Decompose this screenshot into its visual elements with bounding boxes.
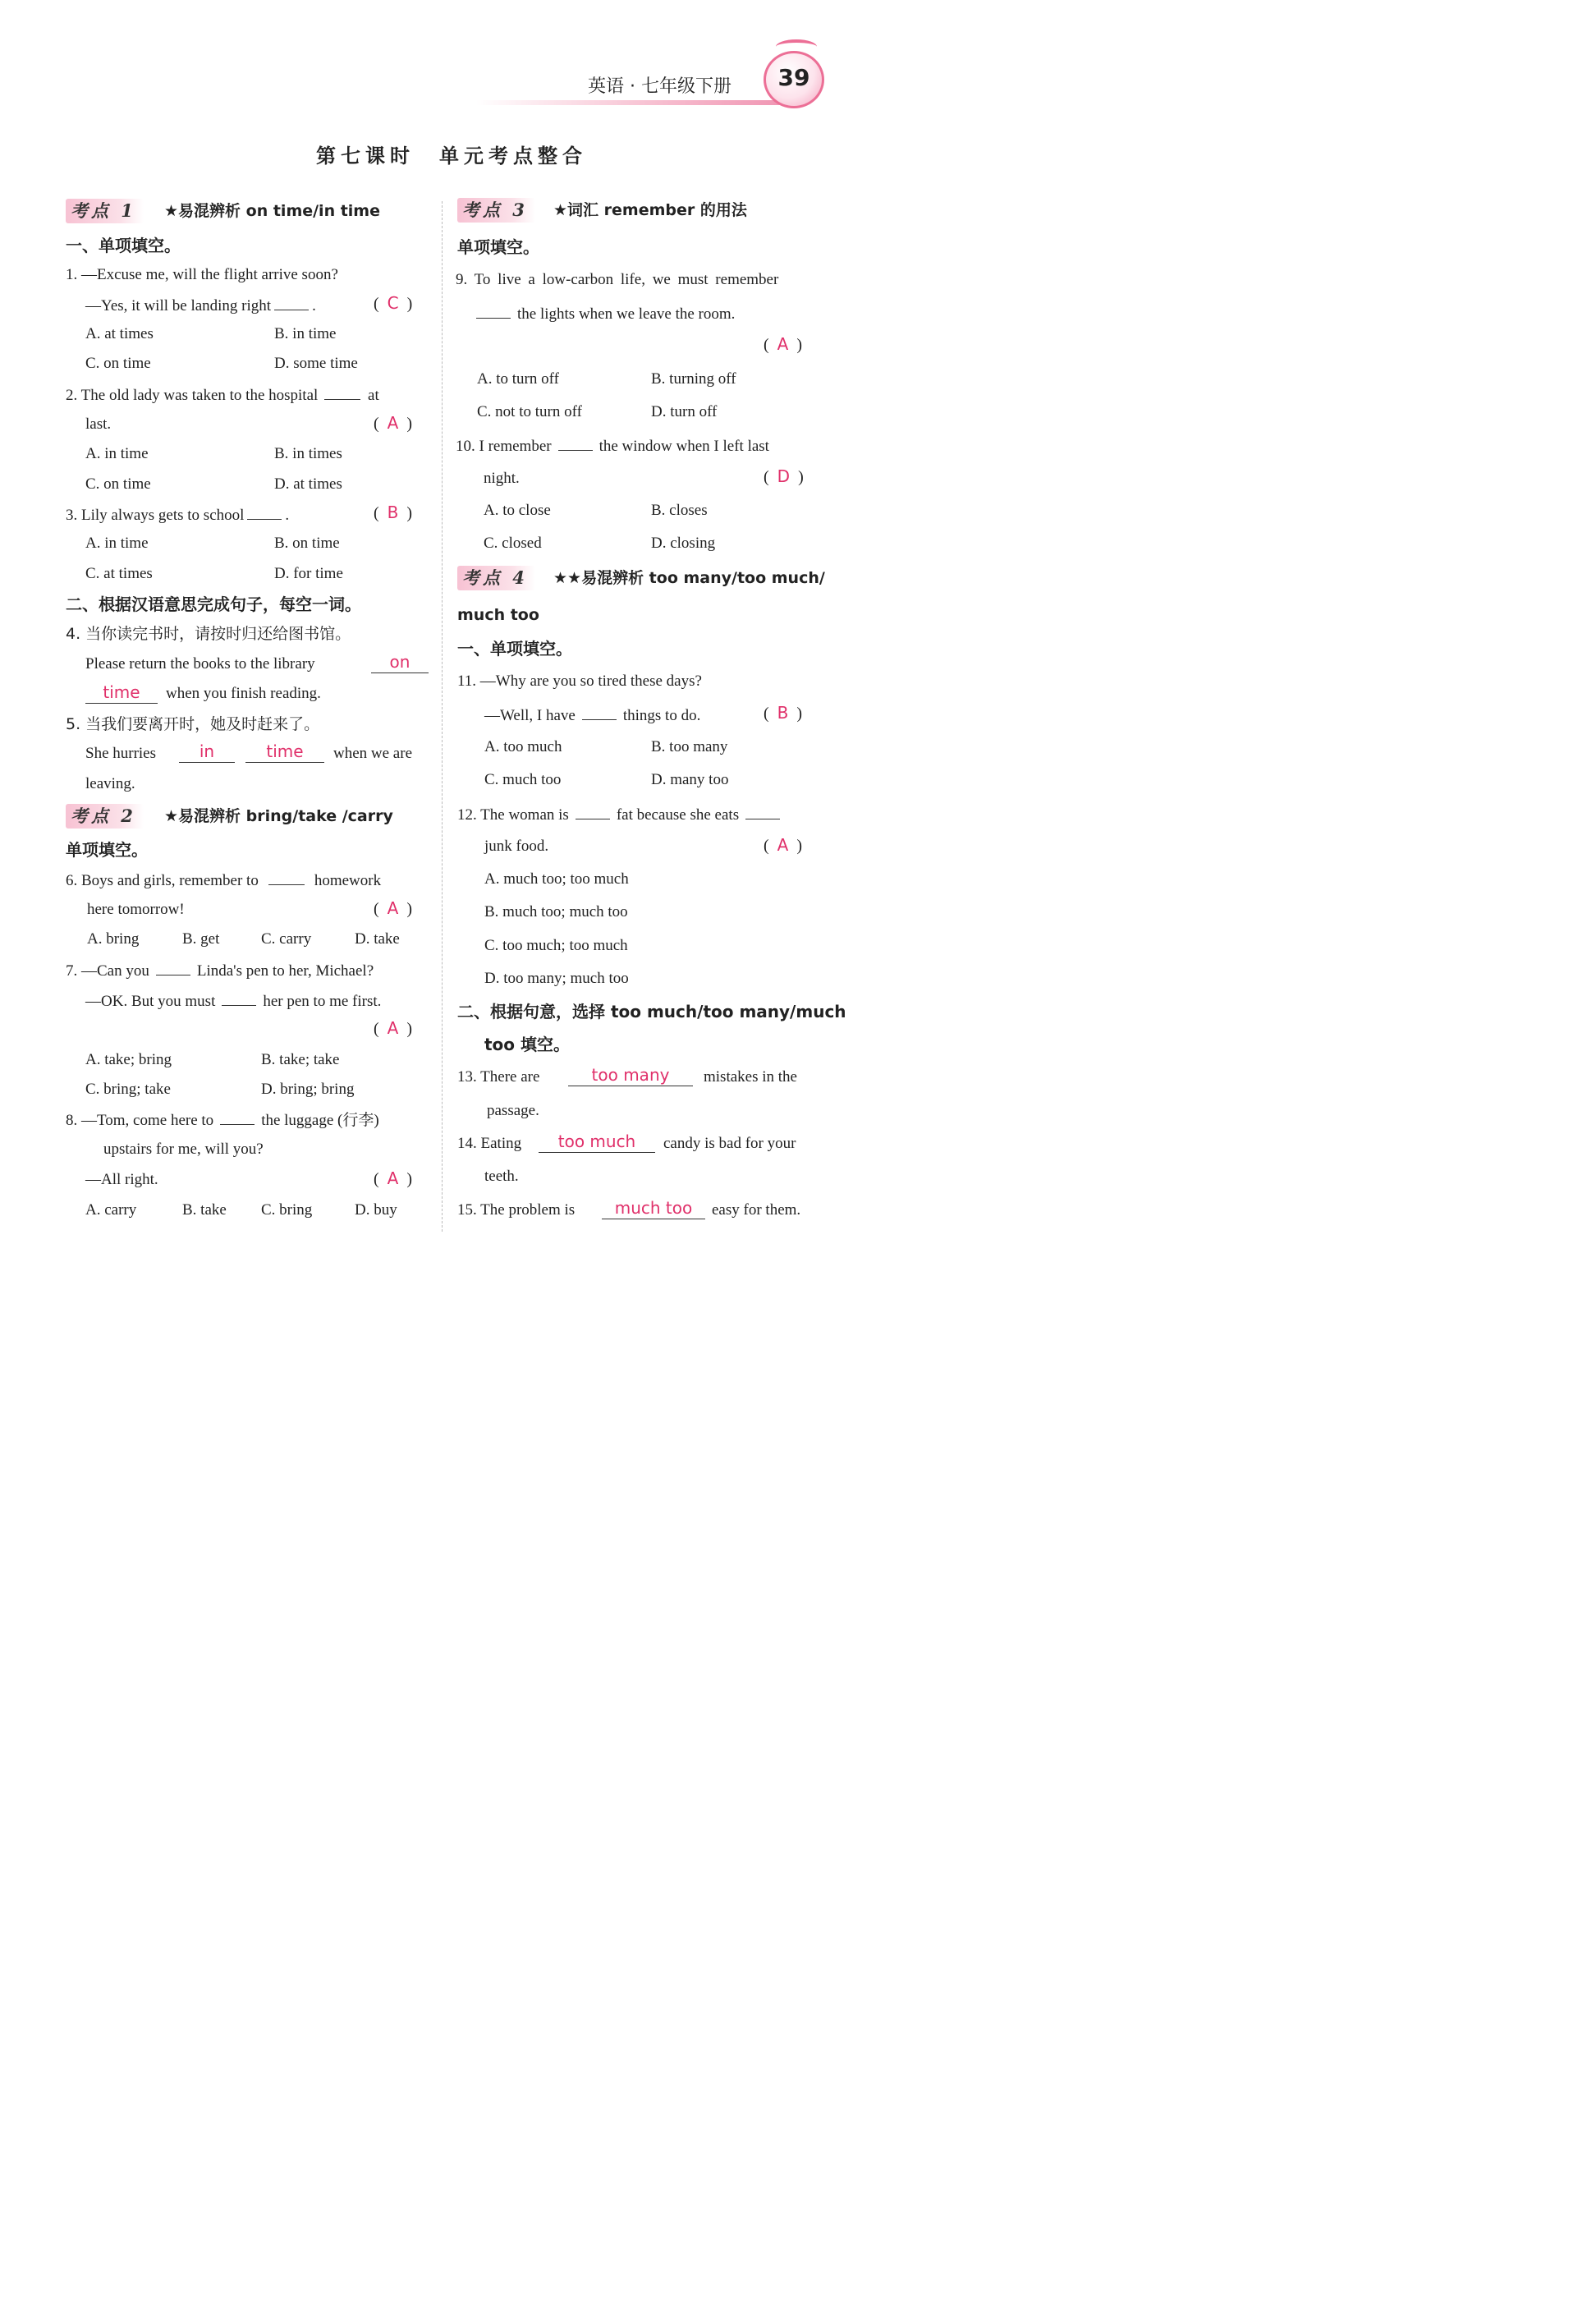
q9-line2-text: the lights when we leave the room. bbox=[517, 305, 736, 323]
q2-line1-text: 2. The old lady was taken to the hospital bbox=[66, 387, 319, 404]
q2-blank bbox=[324, 384, 360, 400]
q7-line1-a: 7. —Can you bbox=[66, 962, 149, 980]
q8-option-c: C. bring bbox=[261, 1201, 313, 1219]
q10-answer-paren: ( D ) bbox=[764, 466, 804, 486]
q3-option-d: D. for time bbox=[274, 565, 343, 582]
q10-line1 bbox=[456, 435, 769, 457]
q9-option-b: B. turning off bbox=[651, 370, 736, 388]
q1-blank bbox=[274, 295, 309, 310]
q5-fill-2-text: time bbox=[266, 741, 304, 761]
q2-option-b: B. in times bbox=[274, 445, 342, 462]
q7-line1-b: Linda's pen to her, Michael? bbox=[196, 962, 374, 980]
q6-line1-text: 6. Boys and girls, remember to bbox=[66, 872, 259, 889]
q3-blank bbox=[247, 504, 282, 520]
q3-line1: 3. Lily always gets to school . bbox=[66, 504, 289, 526]
q15-line1-a: 15. The problem is bbox=[457, 1201, 576, 1219]
q5-english-1: She hurries bbox=[85, 745, 157, 762]
q10-option-b: B. closes bbox=[651, 502, 708, 519]
q6-line2: here tomorrow! bbox=[87, 901, 185, 918]
q1-answer: C bbox=[387, 293, 399, 313]
q4-chinese: 4. 当你读完书时，请按时归还给图书馆。 bbox=[66, 625, 351, 643]
q14-fill-text: too much bbox=[557, 1132, 636, 1151]
q9-option-d: D. turn off bbox=[651, 403, 718, 420]
q1-option-b: B. in time bbox=[274, 325, 337, 342]
q12-line1-a: 12. The woman is bbox=[457, 806, 569, 824]
q9-line1: 9. To live a low-carbon life, we must remember bbox=[456, 271, 779, 288]
q6-option-a: A. bring bbox=[87, 930, 140, 948]
kp1-section-1: 一、单项填空。 bbox=[66, 236, 181, 255]
q14-fill bbox=[539, 1132, 655, 1153]
badge-swoosh bbox=[776, 39, 817, 54]
q12-line1-b: fat because she eats bbox=[616, 806, 740, 824]
kp4-section-2b: too 填空。 bbox=[484, 1035, 571, 1054]
header-book-title: 英语 · 七年级下册 bbox=[588, 76, 732, 97]
kp4-section-2: 二、根据句意，选择 too much/too many/much bbox=[457, 1002, 846, 1021]
q11-answer: B bbox=[777, 703, 789, 723]
kp4-title: ★★易混辨析 too many/too much/ bbox=[553, 569, 825, 587]
q4-fill-1-text: on bbox=[389, 652, 410, 672]
kp4-tag-label: 考点 4 bbox=[462, 567, 528, 588]
q9-option-a: A. to turn off bbox=[477, 370, 559, 388]
q3-answer-paren: ( B ) bbox=[374, 503, 413, 522]
q10-option-a: A. to close bbox=[484, 502, 551, 519]
q3-option-a: A. in time bbox=[85, 535, 149, 552]
q8-line3: —All right. bbox=[85, 1171, 158, 1188]
kp4-title-2: much too bbox=[457, 606, 539, 624]
page-number-badge bbox=[764, 51, 824, 108]
q14-line1-b: candy is bad for your bbox=[663, 1135, 796, 1152]
q1-option-d: D. some time bbox=[274, 355, 358, 372]
q1-option-c: C. on time bbox=[85, 355, 151, 372]
kp3-title: ★词汇 remember 的用法 bbox=[553, 201, 747, 219]
q7-option-d: D. bring; bring bbox=[261, 1081, 355, 1098]
q4-fill-1 bbox=[371, 653, 429, 673]
q7-line2 bbox=[85, 990, 381, 1012]
q2-answer: A bbox=[387, 413, 399, 433]
header-line bbox=[476, 100, 805, 105]
q5-fill-2 bbox=[245, 742, 324, 763]
q12-blank-2 bbox=[745, 804, 780, 819]
q6-line1 bbox=[66, 870, 381, 891]
q2-line1-tail: at bbox=[368, 387, 379, 404]
q12-blank-1 bbox=[576, 804, 610, 819]
q2-line1 bbox=[66, 384, 379, 406]
q14-line2: teeth. bbox=[484, 1168, 519, 1185]
q5-fill-1 bbox=[179, 742, 235, 763]
q7-option-c: C. bring; take bbox=[85, 1081, 171, 1098]
q9-blank bbox=[476, 303, 511, 319]
q11-option-b: B. too many bbox=[651, 738, 728, 755]
q13-fill bbox=[568, 1066, 693, 1086]
q11-line1: 11. —Why are you so tired these days? bbox=[457, 673, 702, 690]
q1-answer-paren: ( C ) bbox=[374, 293, 413, 313]
q12-option-b: B. much too; much too bbox=[484, 903, 628, 920]
q10-option-c: C. closed bbox=[484, 535, 542, 552]
column-divider bbox=[442, 201, 443, 1232]
q11-option-c: C. much too bbox=[484, 771, 562, 788]
q11-option-d: D. many too bbox=[651, 771, 729, 788]
q9-line2 bbox=[476, 303, 735, 324]
q10-answer: D bbox=[777, 466, 791, 486]
q10-line2: night. bbox=[484, 470, 520, 487]
q7-answer: A bbox=[387, 1018, 399, 1038]
q6-blank bbox=[268, 870, 305, 885]
q7-line2-b: her pen to me first. bbox=[263, 993, 382, 1010]
q15-line1-b: easy for them. bbox=[712, 1201, 801, 1219]
q7-answer-paren: ( A ) bbox=[374, 1018, 413, 1038]
q8-answer: A bbox=[387, 1168, 399, 1188]
q11-option-a: A. too much bbox=[484, 738, 562, 755]
q11-line2 bbox=[484, 705, 700, 726]
q1-line2-text: —Yes, it will be landing right bbox=[85, 297, 272, 314]
q8-blank bbox=[220, 1109, 255, 1125]
q8-option-d: D. buy bbox=[355, 1201, 397, 1219]
q12-option-c: C. too much; too much bbox=[484, 937, 628, 954]
q7-line1 bbox=[66, 960, 374, 981]
q13-line1-b: mistakes in the bbox=[704, 1068, 797, 1086]
q1-option-a: A. at times bbox=[85, 325, 154, 342]
q8-answer-paren: ( A ) bbox=[374, 1168, 413, 1188]
q11-blank bbox=[582, 705, 617, 720]
q15-fill-text: much too bbox=[614, 1198, 693, 1218]
q11-line2-b: things to do. bbox=[622, 707, 701, 724]
q6-option-b: B. get bbox=[182, 930, 220, 948]
q9-option-c: C. not to turn off bbox=[477, 403, 582, 420]
lesson-title: 第七课时 单元考点整合 bbox=[316, 144, 587, 168]
q4-english-1: Please return the books to the library bbox=[85, 655, 315, 673]
q12-line1 bbox=[457, 804, 780, 825]
q11-line2-a: —Well, I have bbox=[484, 707, 576, 724]
q9-answer: A bbox=[777, 334, 789, 354]
q13-fill-text: too many bbox=[591, 1065, 670, 1085]
q2-answer-paren: ( A ) bbox=[374, 413, 413, 433]
q10-blank bbox=[558, 435, 593, 451]
q6-answer: A bbox=[387, 898, 399, 918]
q8-line1-a: 8. —Tom, come here to bbox=[66, 1112, 214, 1129]
q13-line2: passage. bbox=[487, 1102, 539, 1119]
kp1-title: ★易混辨析 on time/in time bbox=[164, 202, 380, 220]
q2-option-c: C. on time bbox=[85, 475, 151, 493]
q6-option-c: C. carry bbox=[261, 930, 312, 948]
q8-line1-b: the luggage (行李) bbox=[261, 1112, 379, 1129]
q15-fill bbox=[602, 1199, 705, 1219]
q2-option-a: A. in time bbox=[85, 445, 149, 462]
q4-fill-2 bbox=[85, 683, 158, 704]
q7-blank-2 bbox=[222, 990, 256, 1006]
kp4-section-1: 一、单项填空。 bbox=[457, 639, 572, 659]
q7-blank-1 bbox=[156, 960, 190, 975]
q10-line1-a: 10. I remember bbox=[456, 438, 552, 455]
q8-line2: upstairs for me, will you? bbox=[103, 1141, 264, 1158]
q5-english-2: leaving. bbox=[85, 775, 135, 792]
q12-answer: A bbox=[777, 835, 789, 855]
q6-answer-paren: ( A ) bbox=[374, 898, 413, 918]
q7-option-b: B. take; take bbox=[261, 1051, 340, 1068]
kp2-title: ★易混辨析 bring/take /carry bbox=[164, 807, 393, 825]
kp2-tag-label: 考点 2 bbox=[71, 806, 136, 826]
q4-english-2: when you finish reading. bbox=[166, 685, 321, 702]
q12-line2: junk food. bbox=[484, 838, 549, 855]
q1-line1: 1. —Excuse me, will the flight arrive soon? bbox=[66, 266, 338, 283]
q10-option-d: D. closing bbox=[651, 535, 716, 552]
kp3-section-1: 单项填空。 bbox=[457, 237, 539, 257]
q12-option-a: A. much too; too much bbox=[484, 870, 629, 888]
q13-line1-a: 13. There are bbox=[457, 1068, 540, 1086]
q4-fill-2-text: time bbox=[103, 682, 140, 702]
q5-english-1b: when we are bbox=[333, 745, 413, 762]
q12-answer-paren: ( A ) bbox=[764, 835, 803, 855]
q14-line1-a: 14. Eating bbox=[457, 1135, 522, 1152]
q6-option-d: D. take bbox=[355, 930, 400, 948]
q5-fill-1-text: in bbox=[199, 741, 215, 761]
q6-line1-tail: homework bbox=[314, 872, 382, 889]
kp3-tag-label: 考点 3 bbox=[462, 200, 528, 220]
q8-option-a: A. carry bbox=[85, 1201, 137, 1219]
q12-option-d: D. too many; much too bbox=[484, 970, 629, 987]
q2-option-d: D. at times bbox=[274, 475, 342, 493]
q3-answer: B bbox=[387, 503, 399, 522]
q10-line1-b: the window when I left last bbox=[598, 438, 769, 455]
kp1-tag-label: 考点 1 bbox=[71, 200, 136, 221]
q3-option-c: C. at times bbox=[85, 565, 153, 582]
q2-line2: last. bbox=[85, 415, 112, 433]
page-number: 39 bbox=[777, 64, 810, 91]
q7-option-a: A. take; bring bbox=[85, 1051, 172, 1068]
q8-option-b: B. take bbox=[182, 1201, 227, 1219]
q3-option-b: B. on time bbox=[274, 535, 340, 552]
q9-answer-paren: ( A ) bbox=[764, 334, 803, 354]
q11-answer-paren: ( B ) bbox=[764, 703, 803, 723]
q3-line1-text: 3. Lily always gets to school bbox=[66, 507, 245, 524]
q5-chinese: 5. 当我们要离开时，她及时赶来了。 bbox=[66, 715, 320, 733]
q7-line2-a: —OK. But you must bbox=[85, 993, 216, 1010]
kp2-section-1: 单项填空。 bbox=[66, 840, 148, 860]
kp1-section-2: 二、根据汉语意思完成句子，每空一词。 bbox=[66, 594, 361, 614]
q1-line2: —Yes, it will be landing right . bbox=[85, 295, 316, 316]
q8-line1 bbox=[66, 1109, 379, 1131]
